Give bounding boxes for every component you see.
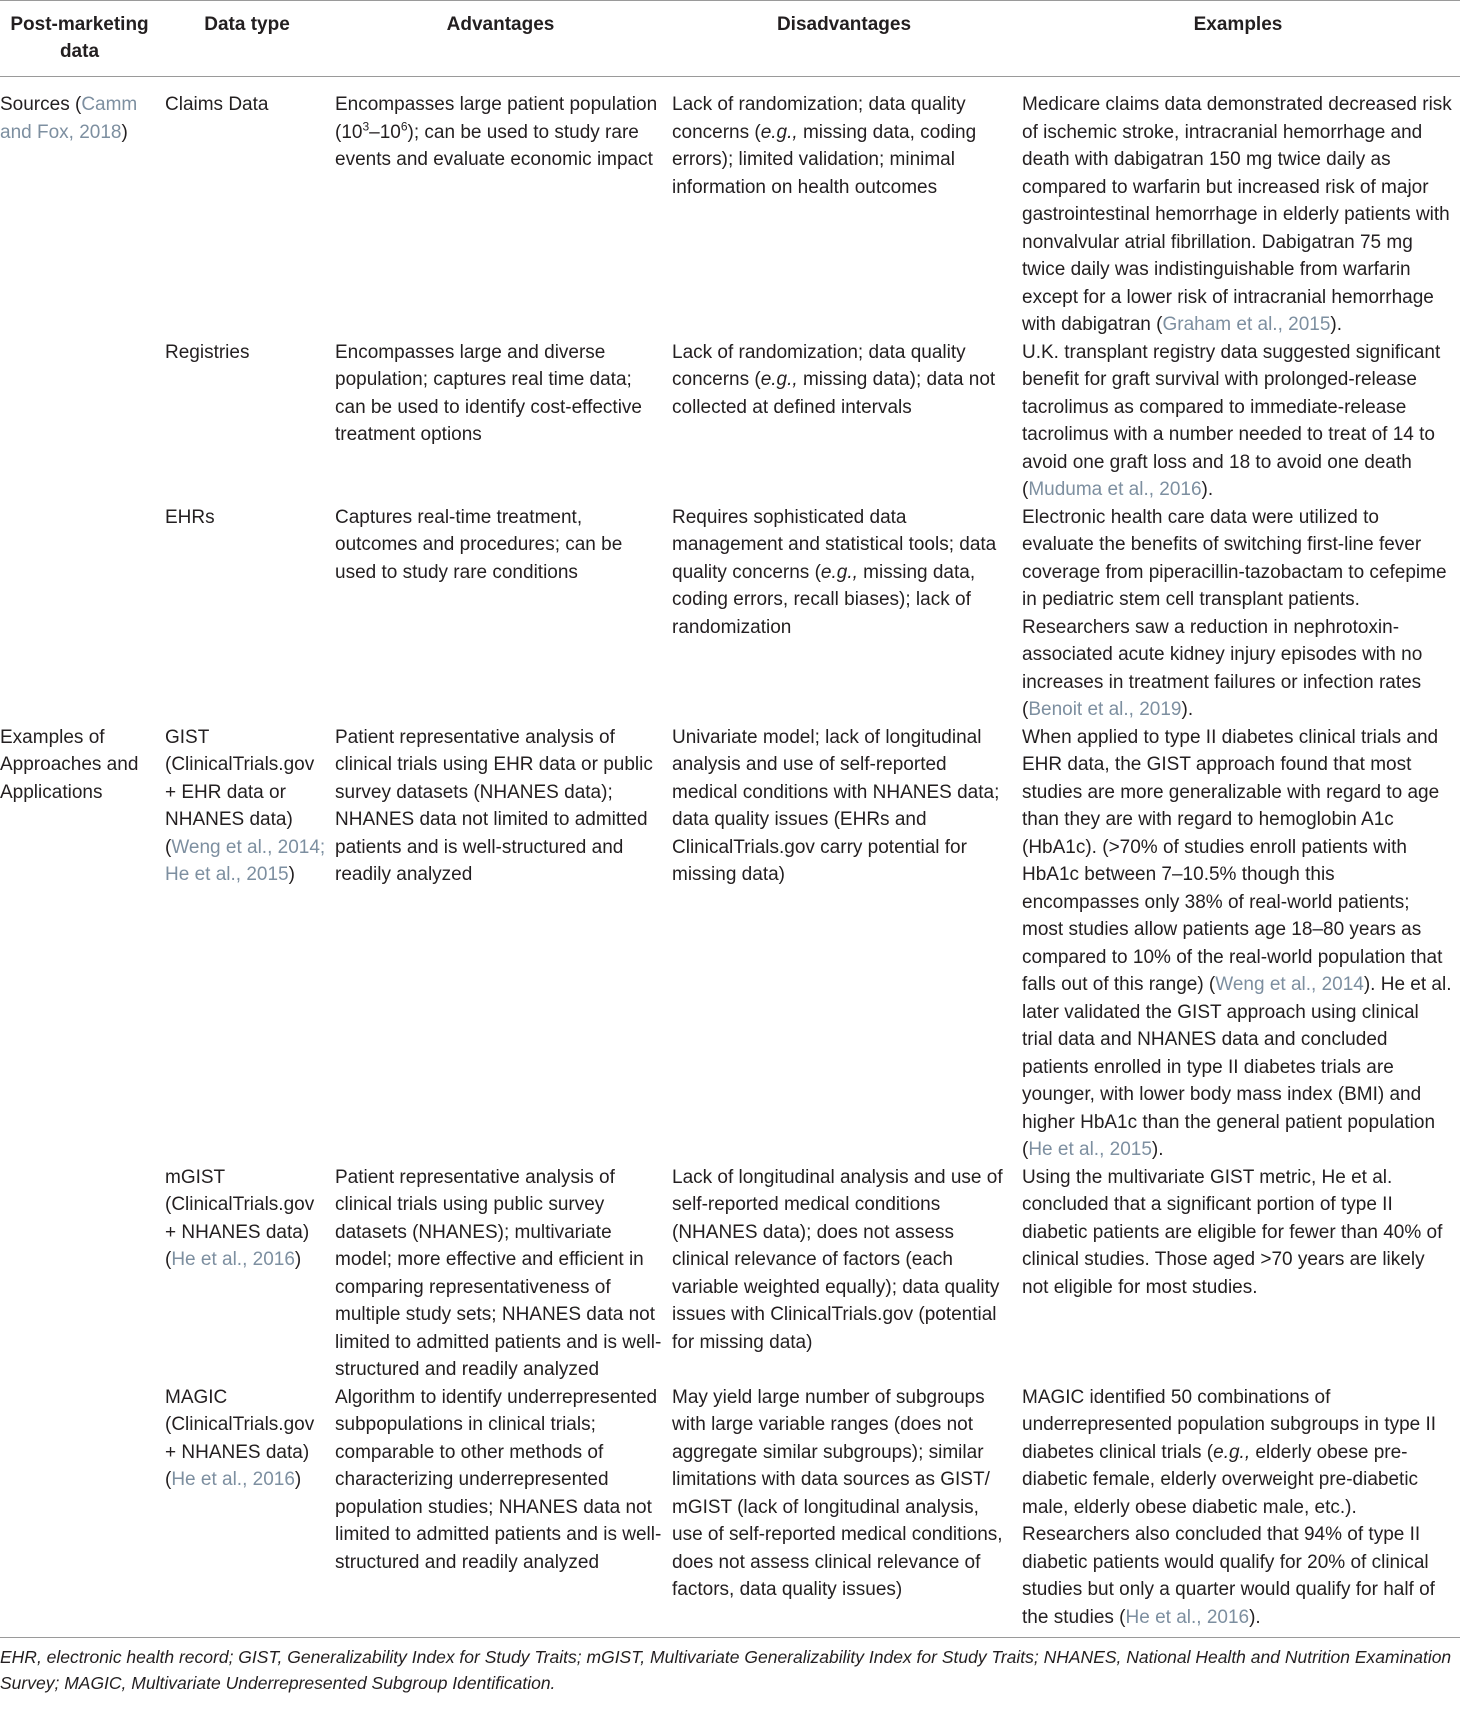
- disadvantages-cell: Lack of randomization; data quality concerns (e.g., missing data, coding errors); limited validation; minimal information on health outcomes: [672, 94, 977, 198]
- advantages-cell: Encompasses large patient population $(10^3-10^6)$; can be used to study rare events and evaluate economic impact: [335, 94, 658, 170]
- table-header: [0, 1, 1460, 77]
- advantages-cell: Patient representative analysis of clinical trials using public survey datasets (NHANES); multivariate model; more effective and efficient in comparing representativeness of multiple study sets; NHANES data not limited to admitted patients and is well-structured and readily analyzed: [335, 1166, 662, 1380]
- data-type-cell: EHRs: [165, 506, 215, 528]
- examples-cell: Medicare claims data demonstrated decreased risk of ischemic stroke, intracranial hemorrhage and death with dabigatran 150 mg twice daily as compared to warfarin but increased risk of major gastrointestinal hemorrhage in elderly patients with nonvalvular atrial fibrillation. Dabigatran 75 mg twice daily was indistinguishable from warfarin except for a lower risk of intracranial hemorrhage with dabigatran (Graham et al., 2015).: [1022, 94, 1452, 335]
- group-cell-empty: [0, 1384, 165, 1638]
- citation-link[interactable]: Weng et al., 2014; He et al., 2015: [165, 836, 326, 885]
- examples-cell: Electronic health care data were utilized to evaluate the benefits of switching first-line fever coverage from piperacillin-tazobactam to cefepime in pediatric stem cell transplant patients. Researchers saw a reduction in nephrotoxin-associated acute kidney injury episodes with no increases in treatment failures or infection rates (Benoit et al., 2019).: [1022, 506, 1447, 720]
- disadvantages-cell: Lack of longitudinal analysis and use of self-reported medical conditions (NHANES data); does not assess clinical relevance of factors (each variable weighted equally); data quality issues with ClinicalTrials.gov (potential for missing data): [672, 1166, 1003, 1353]
- advantages-cell: Encompasses large and diverse population; captures real time data; can be used to identify cost-effective treatment options: [335, 341, 642, 445]
- citation-link[interactable]: Benoit et al., 2019: [1028, 699, 1182, 720]
- table-row: [0, 339, 1460, 504]
- citation-link[interactable]: He et al., 2016: [171, 1249, 295, 1270]
- table-row: [0, 1164, 1460, 1384]
- examples-cell: Using the multivariate GIST metric, He et al. concluded that a significant portion of type II diabetic patients are eligible for fewer than 40% of clinical studies. Those aged >70 years are likely not eligible for most studies.: [1022, 1166, 1443, 1298]
- advantages-cell: Patient representative analysis of clinical trials using EHR data or public survey datasets (NHANES data); NHANES data not limited to admitted patients and is well-structured and readily analyzed: [335, 726, 653, 885]
- header-advantages: Advantages: [335, 1, 672, 77]
- table-row: [0, 724, 1460, 1164]
- disadvantages-cell: Univariate model; lack of longitudinal analysis and use of self-reported medical conditions with NHANES data; data quality issues (EHRs and ClinicalTrials.gov carry potential for missing data): [672, 726, 1000, 885]
- table-row: [0, 1384, 1460, 1638]
- examples-cell: MAGIC identified 50 combinations of underrepresented population subgroups in type II diabetes clinical trials (e.g., elderly obese pre-diabetic female, elderly overweight pre-diabetic male, elderly obese diabetic male, etc.). Researchers also concluded that 94% of type II diabetic patients would qualify for 20% of clinical studies but only a quarter would qualify for half of the studies (He et al., 2016).: [1022, 1384, 1460, 1638]
- header-examples: Examples: [1022, 1, 1460, 77]
- advantages-cell: Captures real-time treatment, outcomes and procedures; can be used to study rare conditions: [335, 506, 623, 583]
- table-row: [0, 77, 1460, 339]
- citation-link[interactable]: Graham et al., 2015: [1162, 314, 1331, 335]
- disadvantages-cell: Requires sophisticated data management and statistical tools; data quality concerns (e.g., missing data, coding errors, recall biases); lack of randomization: [672, 506, 997, 638]
- group-cell-empty: [0, 339, 165, 504]
- examples-cell: When applied to type II diabetes clinical trials and EHR data, the GIST approach found that most studies are more generalizable with regard to age than they are with regard to hemoglobin A1c (HbA1c). (>70% of studies enroll patients with HbA1c between 7–10.5% though this encompasses only 38% of real-world patients; most studies allow patients age 18–80 years as compared to 10% of the real-world population that falls out of this range) (Weng et al., 2014). He et al. later validated the GIST approach using clinical trial data and NHANES data and concluded patients enrolled in type II diabetes trials are younger, with lower body mass index (BMI) and higher HbA1c than the general patient population (He et al., 2015).: [1022, 726, 1452, 1160]
- header-post-marketing: Post-marketing data: [0, 1, 165, 77]
- group-cell-examples: Examples of Approaches and Applications: [0, 726, 139, 803]
- disadvantages-cell: Lack of randomization; data quality concerns (e.g., missing data); data not collected at defined intervals: [672, 341, 996, 418]
- advantages-cell: Algorithm to identify underrepresented subpopulations in clinical trials; comparable to other methods of characterizing underrepresented population studies; NHANES data not limited to admitted patients and is well-structured and readily analyzed: [335, 1384, 672, 1638]
- data-type-cell: MAGIC (ClinicalTrials.gov + NHANES data) (He et al., 2016): [165, 1384, 335, 1638]
- data-type-cell: Claims Data: [165, 94, 269, 115]
- citation-link[interactable]: Muduma et al., 2016: [1028, 479, 1202, 500]
- group-cell-empty: [0, 1164, 165, 1384]
- disadvantages-cell: May yield large number of subgroups with large variable ranges (does not aggregate similar subgroups); similar limitations with data sources as GIST/ mGIST (lack of longitudinal analysis, use of self-reported medical conditions, does not assess clinical relevance of factors, data quality issues): [672, 1384, 1022, 1638]
- citation-link[interactable]: He et al., 2016: [1125, 1606, 1250, 1628]
- group-cell-sources: Sources (Camm and Fox, 2018): [0, 94, 138, 143]
- data-type-cell: mGIST (ClinicalTrials.gov + NHANES data) (He et al., 2016): [165, 1166, 315, 1270]
- group-cell-empty: [0, 504, 165, 724]
- data-type-cell: GIST (ClinicalTrials.gov + EHR data or NHANES data) (Weng et al., 2014; He et al., 2015): [165, 726, 326, 885]
- citation-link[interactable]: Weng et al., 2014: [1215, 974, 1364, 995]
- header-disadvantages: Disadvantages: [672, 1, 1022, 77]
- citation-link[interactable]: He et al., 2016: [171, 1469, 295, 1490]
- table-row: [0, 504, 1460, 724]
- examples-cell: U.K. transplant registry data suggested significant benefit for graft survival with prolonged-release tacrolimus as compared to immediate-release tacrolimus with a number needed to treat of 14 to avoid one graft loss and 18 to avoid one death (Muduma et al., 2016).: [1022, 341, 1441, 500]
- table-footnote: EHR, electronic health record; GIST, Generalizability Index for Study Traits; mGIST, Multivariate Generalizability Index for Study Traits; NHANES, National Health and Nutrition Examination Survey; MAGIC, Multivariate Underrepresented Subgroup Identification.: [0, 1647, 1452, 1693]
- citation-link[interactable]: Camm and Fox, 2018: [0, 94, 138, 143]
- data-type-cell: Registries: [165, 341, 250, 363]
- citation-link[interactable]: He et al., 2015: [1028, 1139, 1152, 1160]
- header-data-type: Data type: [165, 1, 335, 77]
